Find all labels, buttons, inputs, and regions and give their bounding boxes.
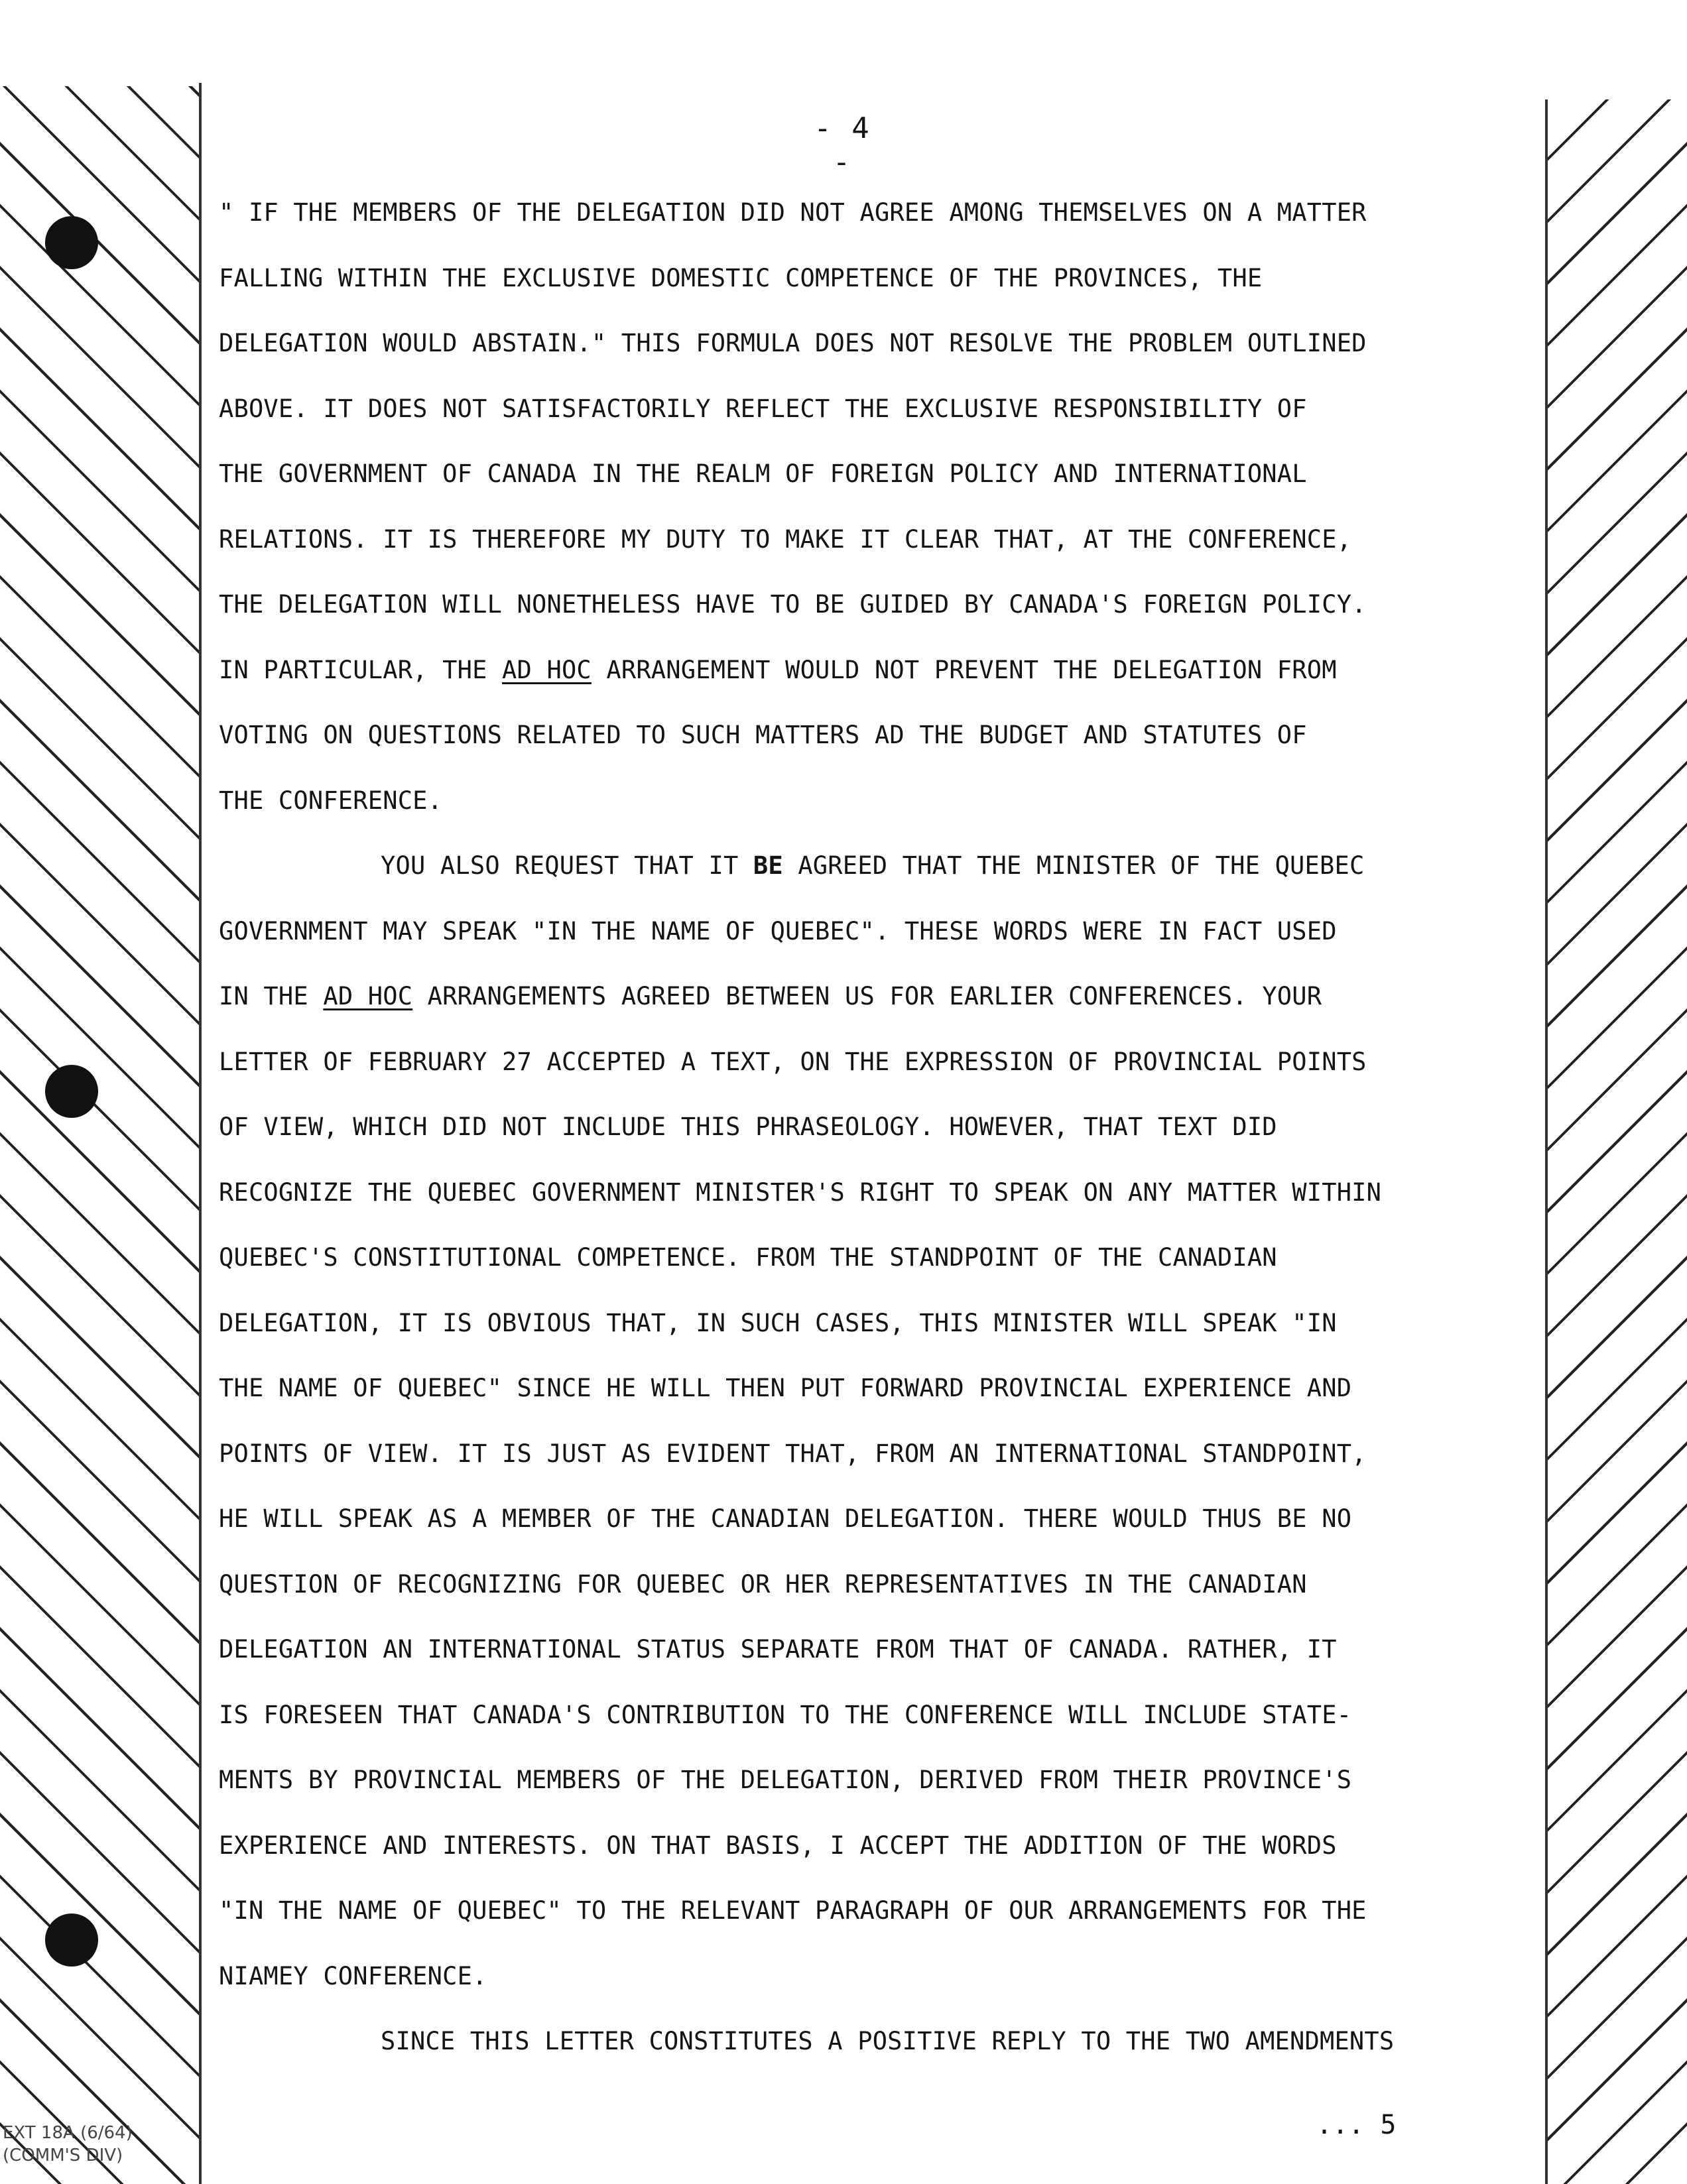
- text-line: THE CONFERENCE.: [219, 786, 443, 815]
- right-margin-hatching: [1548, 99, 1687, 2184]
- text-line: [219, 638, 1538, 703]
- text-line: QUESTION OF RECOGNIZING FOR QUEBEC OR HER REPRESENTATIVES IN THE CANADIAN: [219, 1569, 1307, 1599]
- text-line: DELEGATION, IT IS OBVIOUS THAT, IN SUCH CASES, THIS MINISTER WILL SPEAK "IN: [219, 1308, 1337, 1337]
- underlined-text: AD HOC: [323, 982, 413, 1010]
- text-line: THE GOVERNMENT OF CANADA IN THE REALM OF FOREIGN POLICY AND INTERNATIONAL: [219, 459, 1307, 488]
- text-segment: ARRANGEMENT WOULD NOT PREVENT THE DELEGATION FROM: [591, 655, 1337, 684]
- text-line: GOVERNMENT MAY SPEAK "IN THE NAME OF QUEBEC". THESE WORDS WERE IN FACT USED: [219, 916, 1337, 945]
- text-line: EXPERIENCE AND INTERESTS. ON THAT BASIS, I ACCEPT THE ADDITION OF THE WORDS: [219, 1831, 1337, 1860]
- text-segment: ARRANGEMENTS AGREED BETWEEN US FOR EARLIER CONFERENCES. YOUR: [412, 982, 1322, 1010]
- punch-hole-icon: [45, 216, 98, 269]
- text-line: RELATIONS. IT IS THEREFORE MY DUTY TO MAKE IT CLEAR THAT, AT THE CONFERENCE,: [219, 524, 1352, 554]
- text-line: SINCE THIS LETTER CONSTITUTES A POSITIVE REPLY TO THE TWO AMENDMENTS: [381, 2027, 1395, 2055]
- letter-body: [219, 180, 1538, 2075]
- bold-text: BE: [753, 851, 783, 880]
- text-segment: AGREED THAT THE MINISTER OF THE QUEBEC: [782, 851, 1365, 880]
- form-stamp-line: EXT 18A (6/64): [3, 2123, 133, 2143]
- punch-hole-icon: [45, 1065, 98, 1118]
- text-line: [219, 833, 1538, 899]
- text-line: THE NAME OF QUEBEC" SINCE HE WILL THEN PUT FORWARD PROVINCIAL EXPERIENCE AND: [219, 1374, 1352, 1402]
- text-line: RECOGNIZE THE QUEBEC GOVERNMENT MINISTER'S RIGHT TO SPEAK ON ANY MATTER WITHIN: [219, 1178, 1382, 1207]
- text-segment: IN PARTICULAR, THE: [219, 655, 503, 684]
- text-segment: IN THE: [219, 982, 324, 1010]
- text-line: [219, 964, 1538, 1030]
- text-line: DELEGATION AN INTERNATIONAL STATUS SEPARATE FROM THAT OF CANADA. RATHER, IT: [219, 1635, 1337, 1664]
- text-line: POINTS OF VIEW. IT IS JUST AS EVIDENT THAT, FROM AN INTERNATIONAL STANDPOINT,: [219, 1439, 1367, 1468]
- page-number: - 4 -: [814, 111, 871, 179]
- punch-hole-icon: [45, 1913, 98, 1967]
- text-line: LETTER OF FEBRUARY 27 ACCEPTED A TEXT, ON THE EXPRESSION OF PROVINCIAL POINTS: [219, 1047, 1367, 1076]
- text-line: MENTS BY PROVINCIAL MEMBERS OF THE DELEGATION, DERIVED FROM THEIR PROVINCE'S: [219, 1766, 1352, 1794]
- form-stamp-line: (COMM'S DIV): [3, 2146, 123, 2165]
- left-margin-hatching: [0, 86, 199, 2184]
- underlined-text: AD HOC: [502, 655, 592, 684]
- text-line: IS FORESEEN THAT CANADA'S CONTRIBUTION TO THE CONFERENCE WILL INCLUDE STATE-: [219, 1700, 1352, 1729]
- text-line: OF VIEW, WHICH DID NOT INCLUDE THIS PHRASEOLOGY. HOWEVER, THAT TEXT DID: [219, 1113, 1277, 1141]
- right-margin-rule: [1545, 99, 1548, 2184]
- text-line: DELEGATION WOULD ABSTAIN." THIS FORMULA DOES NOT RESOLVE THE PROBLEM OUTLINED: [219, 329, 1367, 357]
- text-line: "IN THE NAME OF QUEBEC" TO THE RELEVANT PARAGRAPH OF OUR ARRANGEMENTS FOR THE: [219, 1896, 1367, 1925]
- text-line: HE WILL SPEAK AS A MEMBER OF THE CANADIAN DELEGATION. THERE WOULD THUS BE NO: [219, 1504, 1352, 1533]
- text-segment: YOU ALSO REQUEST THAT IT: [381, 851, 753, 880]
- text-line: FALLING WITHIN THE EXCLUSIVE DOMESTIC COMPETENCE OF THE PROVINCES, THE: [219, 263, 1263, 292]
- left-margin-rule: [199, 83, 202, 2184]
- text-line: ABOVE. IT DOES NOT SATISFACTORILY REFLECT THE EXCLUSIVE RESPONSIBILITY OF: [219, 394, 1307, 423]
- text-line: " IF THE MEMBERS OF THE DELEGATION DID NOT AGREE AMONG THEMSELVES ON A MATTER: [219, 198, 1367, 227]
- text-line: QUEBEC'S CONSTITUTIONAL COMPETENCE. FROM THE STANDPOINT OF THE CANADIAN: [219, 1243, 1277, 1272]
- form-stamp: [3, 2122, 133, 2167]
- text-line: NIAMEY CONFERENCE.: [219, 1961, 487, 1990]
- text-line: THE DELEGATION WILL NONETHELESS HAVE TO BE GUIDED BY CANADA'S FOREIGN POLICY.: [219, 590, 1367, 619]
- text-line: VOTING ON QUESTIONS RELATED TO SUCH MATTERS AD THE BUDGET AND STATUTES OF: [219, 721, 1307, 749]
- continuation-marker: ... 5: [1316, 2110, 1397, 2140]
